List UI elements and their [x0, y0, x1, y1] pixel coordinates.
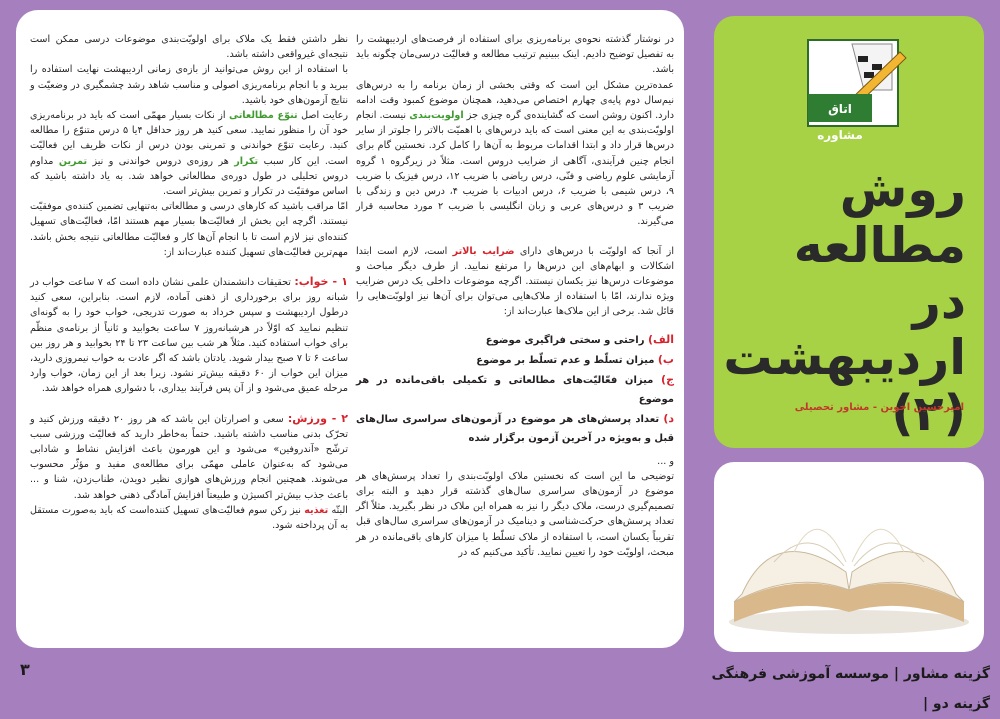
article-title: روش مطالعه در اردیبهشت (۲) — [723, 161, 966, 442]
article-column-right — [356, 32, 674, 560]
list-item: الف) راحتی و سختی فراگیری موضوع — [485, 332, 674, 346]
author-line: امیرحسین اخوین - مشاور تحصیلی — [794, 402, 964, 413]
list-item: د) تعداد پرسش‌های هر موضوع در آزمون‌های سراسری سال‌های قبل و به‌ویژه در آخرین آزمون برگزار شده — [356, 411, 675, 444]
criteria-list — [356, 330, 674, 448]
highlight-practice: تمرین — [58, 155, 88, 167]
paragraph: عمده‌ترین مشکل این است که وقتی بخشی از زمان برنامه را به درس‌های نیم‌سال دوم پایه‌ی چهارم اختصاص می‌دهید، همچنان موضوع کمبود وقت ادامه دارد. اکنون روشن است که گشاینده‌ی گره چیزی جز اولویت‌بندی نیست. انجام اولویّت‌بندی به این معنی است که باید درس‌های با اهمیّت بالاتر را جلوتر از سایر درس‌ها قرار داد و ابتدا اقدامات مربوط به آن‌ها را کامل کرد. نخستین گام برای انجام چنین فرآیندی، آگاهی از ضرایب دروس است. مثلاً در زیرگروه ۱ گروه آزمایشی علوم ریاضی و فنّی، درس ریاضی با ضریب ۱۲، درس فیزیک با ضریب ۹، درس شیمی با ضریب ۶، درس ادبیات با ضریب ۴، درس دین و زندگی با ضریب ۳ و درس‌های عربی و زبان انگلیسی با ضریب ۲ مورد محاسبه قرار می‌گیرند. — [356, 79, 674, 228]
paragraph: البتّه تغذیه نیز رکن سوم فعالیّت‌های تسهیل کننده‌است که باید به‌صورت مستقل به آن پرداخته شود. — [30, 504, 348, 532]
section-title-sleep: ۱ - خواب: — [294, 275, 348, 289]
highlight-variety: تنوّع مطالعاتی — [229, 110, 298, 122]
paragraph: از آنجا که اولویّت با درس‌های دارای ضرایب بالاتر است، لازم است ابتدا اشکالات و ابهام‌های این درس‌ها را مرتفع نمایید. از طرف دیگر مباحث و موضوعات درس‌ها نیز یکسان نیستند. اگرچه موضوعات داخلی یک درس ضرایب ویژه ندارند، امّا با استفاده از ملاک‌هایی می‌توان برای آن‌ها نیز اولویّت‌هایی را قائل شد. برخی از این ملاک‌ها عبارت‌اند از: — [356, 245, 674, 318]
footer-publisher: گزینه مشاور | موسسه آموزشی فرهنگی گزینه دو | — [711, 666, 990, 712]
etc-text: و ... — [657, 455, 674, 467]
section-title-exercise: ۲ - ورزش: — [287, 411, 348, 425]
highlight-nutrition: تغذیه — [304, 504, 329, 516]
article-column-left — [30, 32, 348, 533]
paragraph: ۱ - خواب: تحقیقات دانشمندان علمی نشان داده است که ۷ ساعت خواب در شبانه روز برای برخورداری از ذهنی آماده، لازم است. بنابراین، سعی کنید درطول اردیبهشت و سپس خرداد به صورت تدریجی، خواب خود را به گونه‌ای تنظیم نمایید که اوّلاً در هرشبانه‌روز ۷ ساعت بخوابید و ثانیاً از برنامه‌ی منظّم برای خواب استفاده کنید. مثلاً هر شب بین ساعت ۲۳ تا ۲۴ بخوابید و هر روز بین ساعت ۶ تا ۷ صبح بیدار شوید. یادتان باشد که اگر عادت به خواب نیمروزی دارید، میزان این خواب از ۶۰ دقیقه بیش‌تر نشود. زیرا بعد از این زمان، خواب وارد مرحله عمیق می‌شود و از آن پس فرآیند بیداری، با دشواری همراه خواهد شد. — [30, 275, 349, 395]
highlight-prioritization: اولویت‌بندی — [409, 110, 464, 122]
highlight-high-coefficients: ضرایب بالاتر — [452, 245, 515, 257]
paragraph: امّا مراقب باشید که کارهای درسی و مطالعاتی به‌تنهایی تضمین کننده‌ی موفقیّت نیستند. اگرچه این بخش از فعالیّت‌ها بسیار مهم هستند امّا، فعالیّت‌های تسهیل کننده‌ای نیز لازم است تا با انجام آن‌ها کار و فعالیّت مطالعاتی نتیجه بخش باشد. مهم‌ترین فعالیّت‌های تسهیل کننده عبارت‌اند از: — [30, 201, 348, 258]
highlight-repetition: تکرار — [234, 155, 259, 167]
paragraph: در نوشتار گذشته نحوه‌ی برنامه‌ریزی برای استفاده از فرصت‌های اردیبهشت را به تفصیل توضیح دادیم. اینک ببینیم ترتیب مطالعه و فعالیّت درسی‌مان چگونه باید باشد. — [356, 34, 674, 76]
list-item: ج) میزان فعّالیّت‌های مطالعاتی و تکمیلی باقی‌مانده در هر موضوع — [356, 372, 675, 405]
paragraph: توضیحی ما این است که نخستین ملاک اولویّت‌بندی را تعداد پرسش‌های هر موضوع در آزمون‌های سراسری سال‌های گذشته قرار دهید و البته برای تصمیم‌گیری درست، ملاک دیگر را نیز به همراه این ملاک در نظر بگیرید. مثلاً اگر تعداد پرسش‌های حرکت‌شناسی و دینامیک در آزمون‌های سراسری سال‌های قبل تقریباً یکسان است، با استفاده از ملاک تسلّط یا میزان کارهای باقی‌مانده در هر مبحث، اولویّت خود را تعیین نمایید. تأکید می‌کنیم که در — [356, 470, 674, 558]
page-number: ۳ — [20, 660, 30, 679]
paragraph: نظر داشتن فقط یک ملاک برای اولویّت‌بندی موضوعات درسی ممکن است نتیجه‌ای غیرواقعی داشته باشد. — [30, 34, 348, 61]
consulting-room-logo — [792, 30, 912, 142]
paragraph: رعایت اصل تنوّع مطالعاتی از نکات بسیار مهمّی است که باید در برنامه‌ریزی خود آن را منظور نمایید. سعی کنید هر روز حداقل ۴یا ۵ درس متنوّع را مطالعه کنید. رعایت تنوّع خواندنی و تمرینی بودن درس از نکات ظریف این فعالیّت است. این کار سبب تکرار هر روزه‌ی دروس خواندنی و نیز تمرین مداوم دروس تحلیلی در طول دوره‌ی مطالعاتی خواهد شد. به یاد داشته باشید که اساس موفقیّت در تکرار و تمرین بیش‌تر است. — [30, 110, 348, 198]
paragraph: ۲ - ورزش: سعی و اصرارتان این باشد که هر روز ۲۰ دقیقه ورزش کنید و تحرّک بدنی مناسب داشته باشید. حتماً به‌خاطر دارید که فعالیّت ورزشی سبب ترشّح «آندروفین» می‌شود و این هورمون باعث افزایش نشاط و شادابی می‌شود که به‌عنوان عاملی مهمّی برای مطالعه‌ی مفید و مؤثّر محسوب می‌شوند. همچنین انجام ورزش‌های هوازی نظیر دویدن، طناب‌زدن، شنا و ... باعث جذب بیش‌تر اکسیژن و طبیعتاً افزایش آمادگی ذهنی خواهد شد. — [30, 411, 348, 501]
paragraph: با استفاده از این روش می‌توانید از بازه‌ی زمانی اردیبهشت نهایت استفاده را ببرید و با انجام برنامه‌ریزی اصولی و مناسب شاهد رشد چشمگیری در وضعیّت و نتایج آزمون‌های خود باشید. — [30, 64, 348, 106]
open-book-icon — [714, 462, 984, 652]
open-book-photo — [714, 462, 984, 652]
title-card — [714, 16, 984, 448]
list-item: ب) میزان تسلّط و عدم تسلّط بر موضوع — [476, 352, 674, 366]
logo-label: اتاق مشاوره — [817, 102, 863, 142]
article-page — [16, 10, 684, 648]
